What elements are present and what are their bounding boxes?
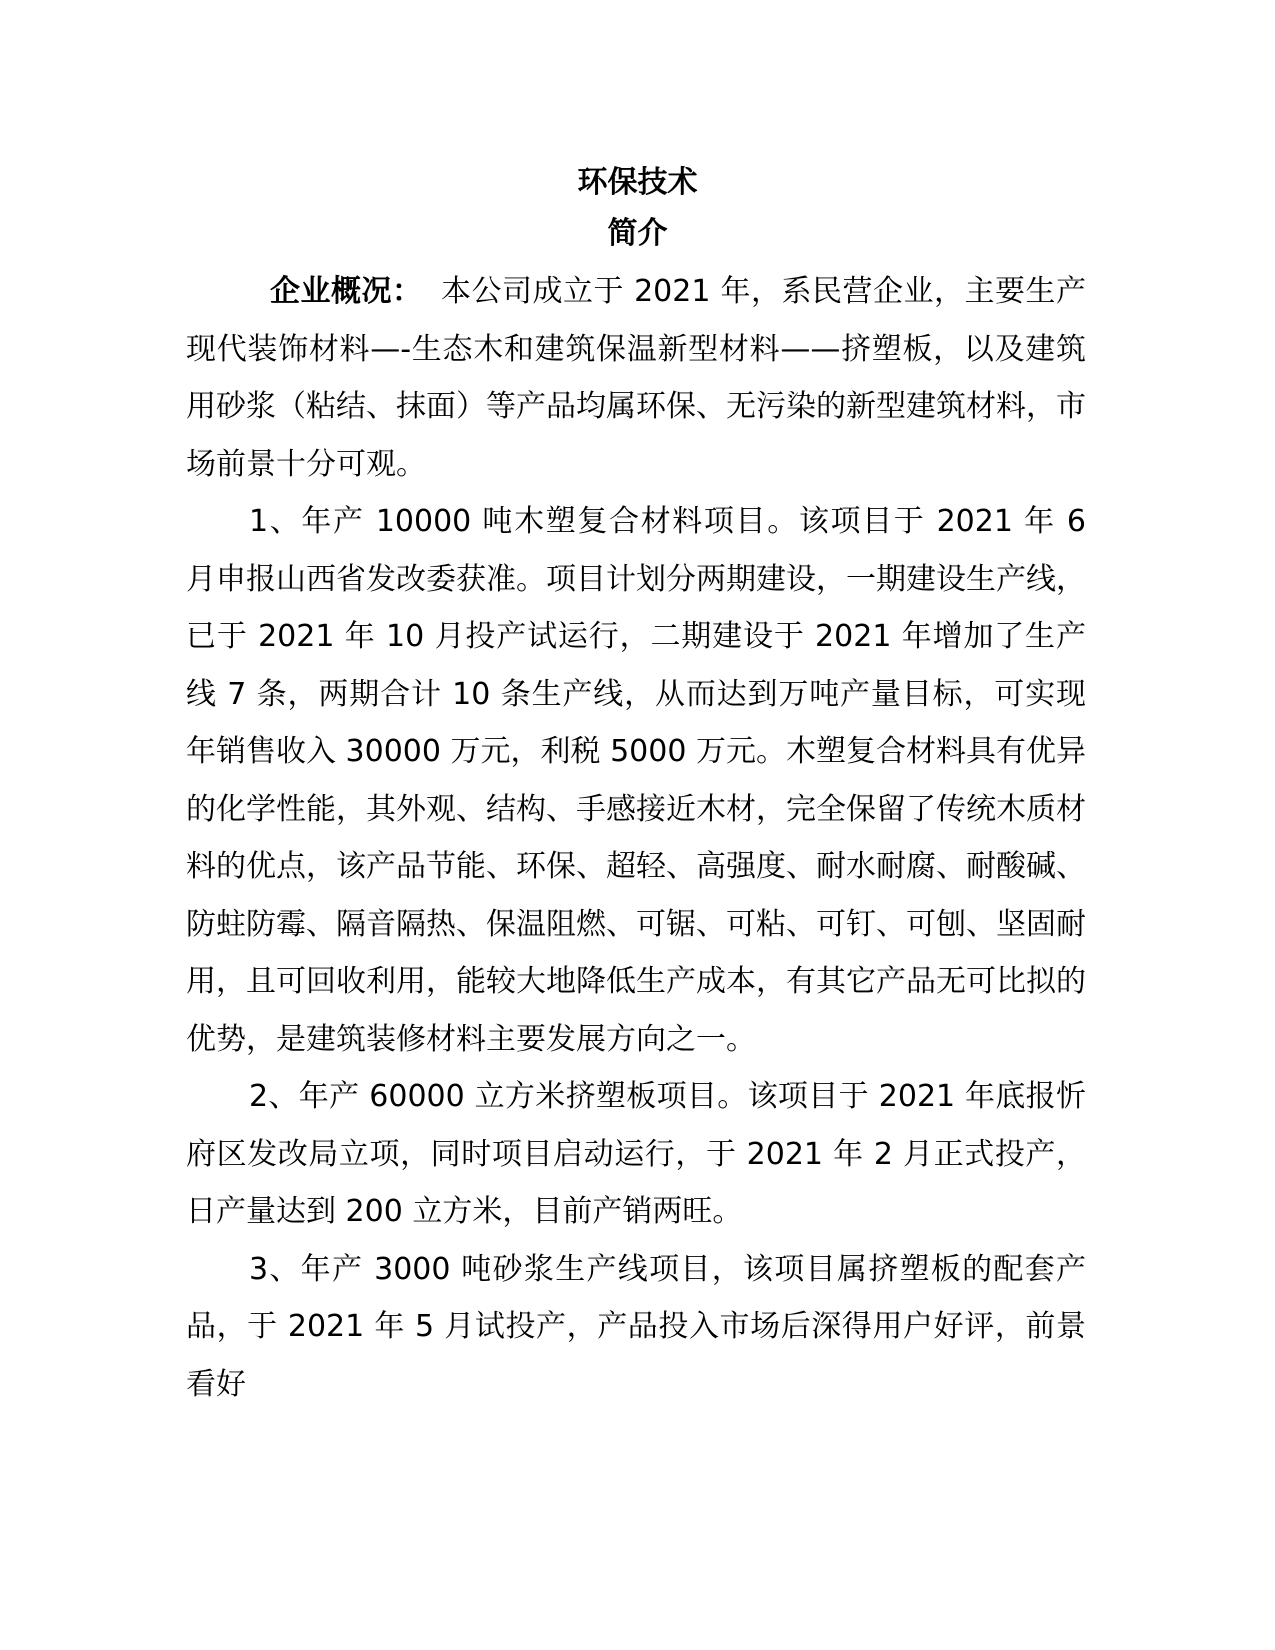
intro-text: 本公司成立于 2021 年，系民营企业，主要生产现代装饰材料—-生态木和建筑保温新型材料——挤塑板，以及建筑用砂浆（粘结、抹面）等产品均属环保、无污染的新型建筑材料，市场前景十分可观。	[186, 274, 1086, 482]
document-title: 环保技术	[577, 165, 698, 200]
intro-paragraph	[186, 263, 1086, 493]
paragraph-project-2: 2、年产 60000 立方米挤塑板项目。该项目于 2021 年底报忻府区发改局立项，同时项目启动运行，于 2021 年 2 月正式投产，日产量达到 200 立方米，目前产销两旺。	[186, 1079, 1086, 1229]
intro-lead: 企业概况：	[270, 274, 423, 309]
document-body	[186, 263, 1086, 1413]
paragraph-project-3: 3、年产 3000 吨砂浆生产线项目，该项目属挤塑板的配套产品，于 2021 年 5 月试投产，产品投入市场后深得用户好评，前景看好	[186, 1251, 1086, 1402]
document-subtitle: 简介	[607, 216, 668, 251]
paragraph-project-1: 1、年产 10000 吨木塑复合材料项目。该项目于 2021 年 6 月申报山西省发改委获准。项目计划分两期建设，一期建设生产线，已于 2021 年 10 月投产试运行，二期建设于 2021 年增加了生产线 7 条，两期合计 10 条生产线，从而达到万吨产量目标，可实现年销售收入 30000 万元，利税 5000 万元。木塑复合材料具有优异的化学性能，其外观、结构、手感接近木材，完全保留了传统木质材料的优点，该产品节能、环保、超轻、高强度、耐水耐腐、耐酸碱、防蛀防霉、隔音隔热、保温阻燃、可锯、可粘、可钉、可刨、坚固耐用，且可回收利用，能较大地降低生产成本，有其它产品无可比拟的优势，是建筑装修材料主要发展方向之一。	[186, 504, 1086, 1057]
